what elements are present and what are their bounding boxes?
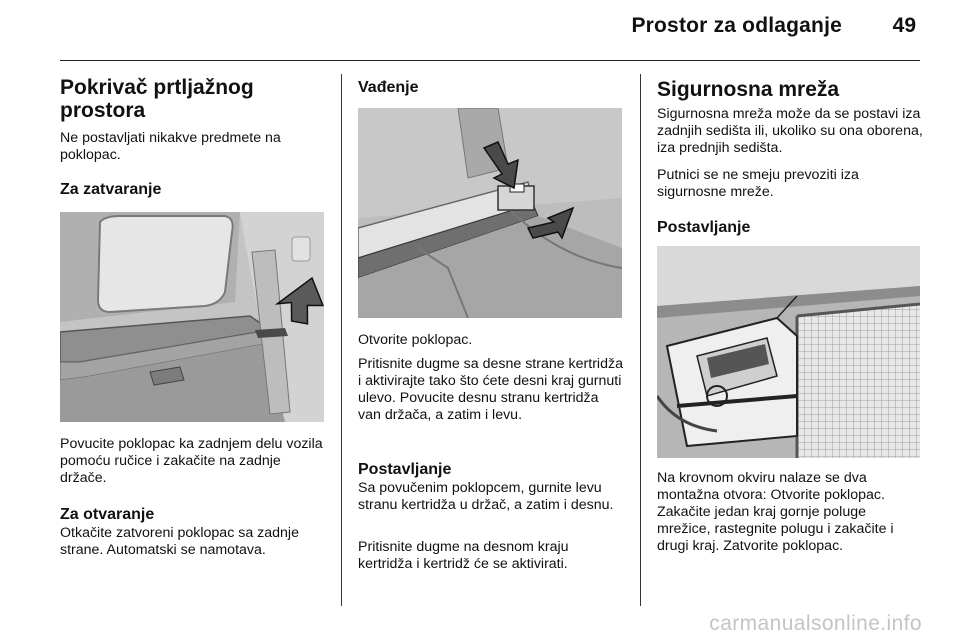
section-title-safety-net: Sigurnosna mreža [657, 78, 840, 101]
header-rule [60, 60, 920, 61]
section-title-cargo-cover: Pokrivač prtljažnog prostora [60, 76, 254, 122]
safety-net-warning: Putnici se ne smeju prevoziti iza sigurnosne mreže. [657, 167, 859, 200]
safety-net-install-text: Na krovnom okviru nalaze se dva montažna otvora: Otvorite poklopac. Zakačite jedan kraj gornje poluge mrežice, rastegnite polugu i zakačite i drugi kraj. Zatvorite poklopac. [657, 470, 894, 554]
safety-net-intro: Sigurnosna mreža može da se postavi iza zadnjih sedišta ili, ukoliko su ona oborena, iza prednjih sedišta. [657, 106, 923, 156]
column-divider-1 [341, 74, 342, 606]
opening-heading: Za otvaranje [60, 506, 155, 523]
removal-illustration [358, 108, 622, 318]
page-number: 49 [892, 14, 916, 37]
install-cover-step-1: Sa povučenim poklopcem, gurnite levu stranu kertridža u držač, a zatim i desnu. [358, 480, 614, 513]
install-cover-step-2: Pritisnite dugme na desnom kraju kertridža i kertridž će se aktivirati. [358, 539, 569, 572]
removal-heading: Vađenje [358, 79, 419, 96]
removal-step-2: Pritisnite dugme sa desne strane kertridža i aktivirajte tako što ćete desni kraj gurnuti ulevo. Povucite desnu stranu kertridža van držača, a zatim i levu. [358, 356, 623, 423]
install-heading-cover: Postavljanje [358, 461, 452, 478]
opening-text: Otkačite zatvoreni poklopac sa zadnje strane. Automatski se namotava. [60, 525, 299, 558]
removal-step-1: Otvorite poklopac. [358, 332, 473, 348]
closing-heading: Za zatvaranje [60, 181, 162, 198]
install-heading-net: Postavljanje [657, 219, 751, 236]
closing-text: Povucite poklopac ka zadnjem delu vozila pomoću ručice i zakačite na zadnje držače. [60, 436, 323, 486]
column-divider-2 [640, 74, 641, 606]
watermark-text: carmanualsonline.info [709, 612, 922, 635]
page-header-title: Prostor za odlaganje [631, 14, 842, 37]
closing-illustration [60, 212, 324, 422]
cargo-cover-intro: Ne postavljati nikakve predmete na poklopac. [60, 130, 281, 163]
safety-net-illustration [657, 246, 920, 458]
